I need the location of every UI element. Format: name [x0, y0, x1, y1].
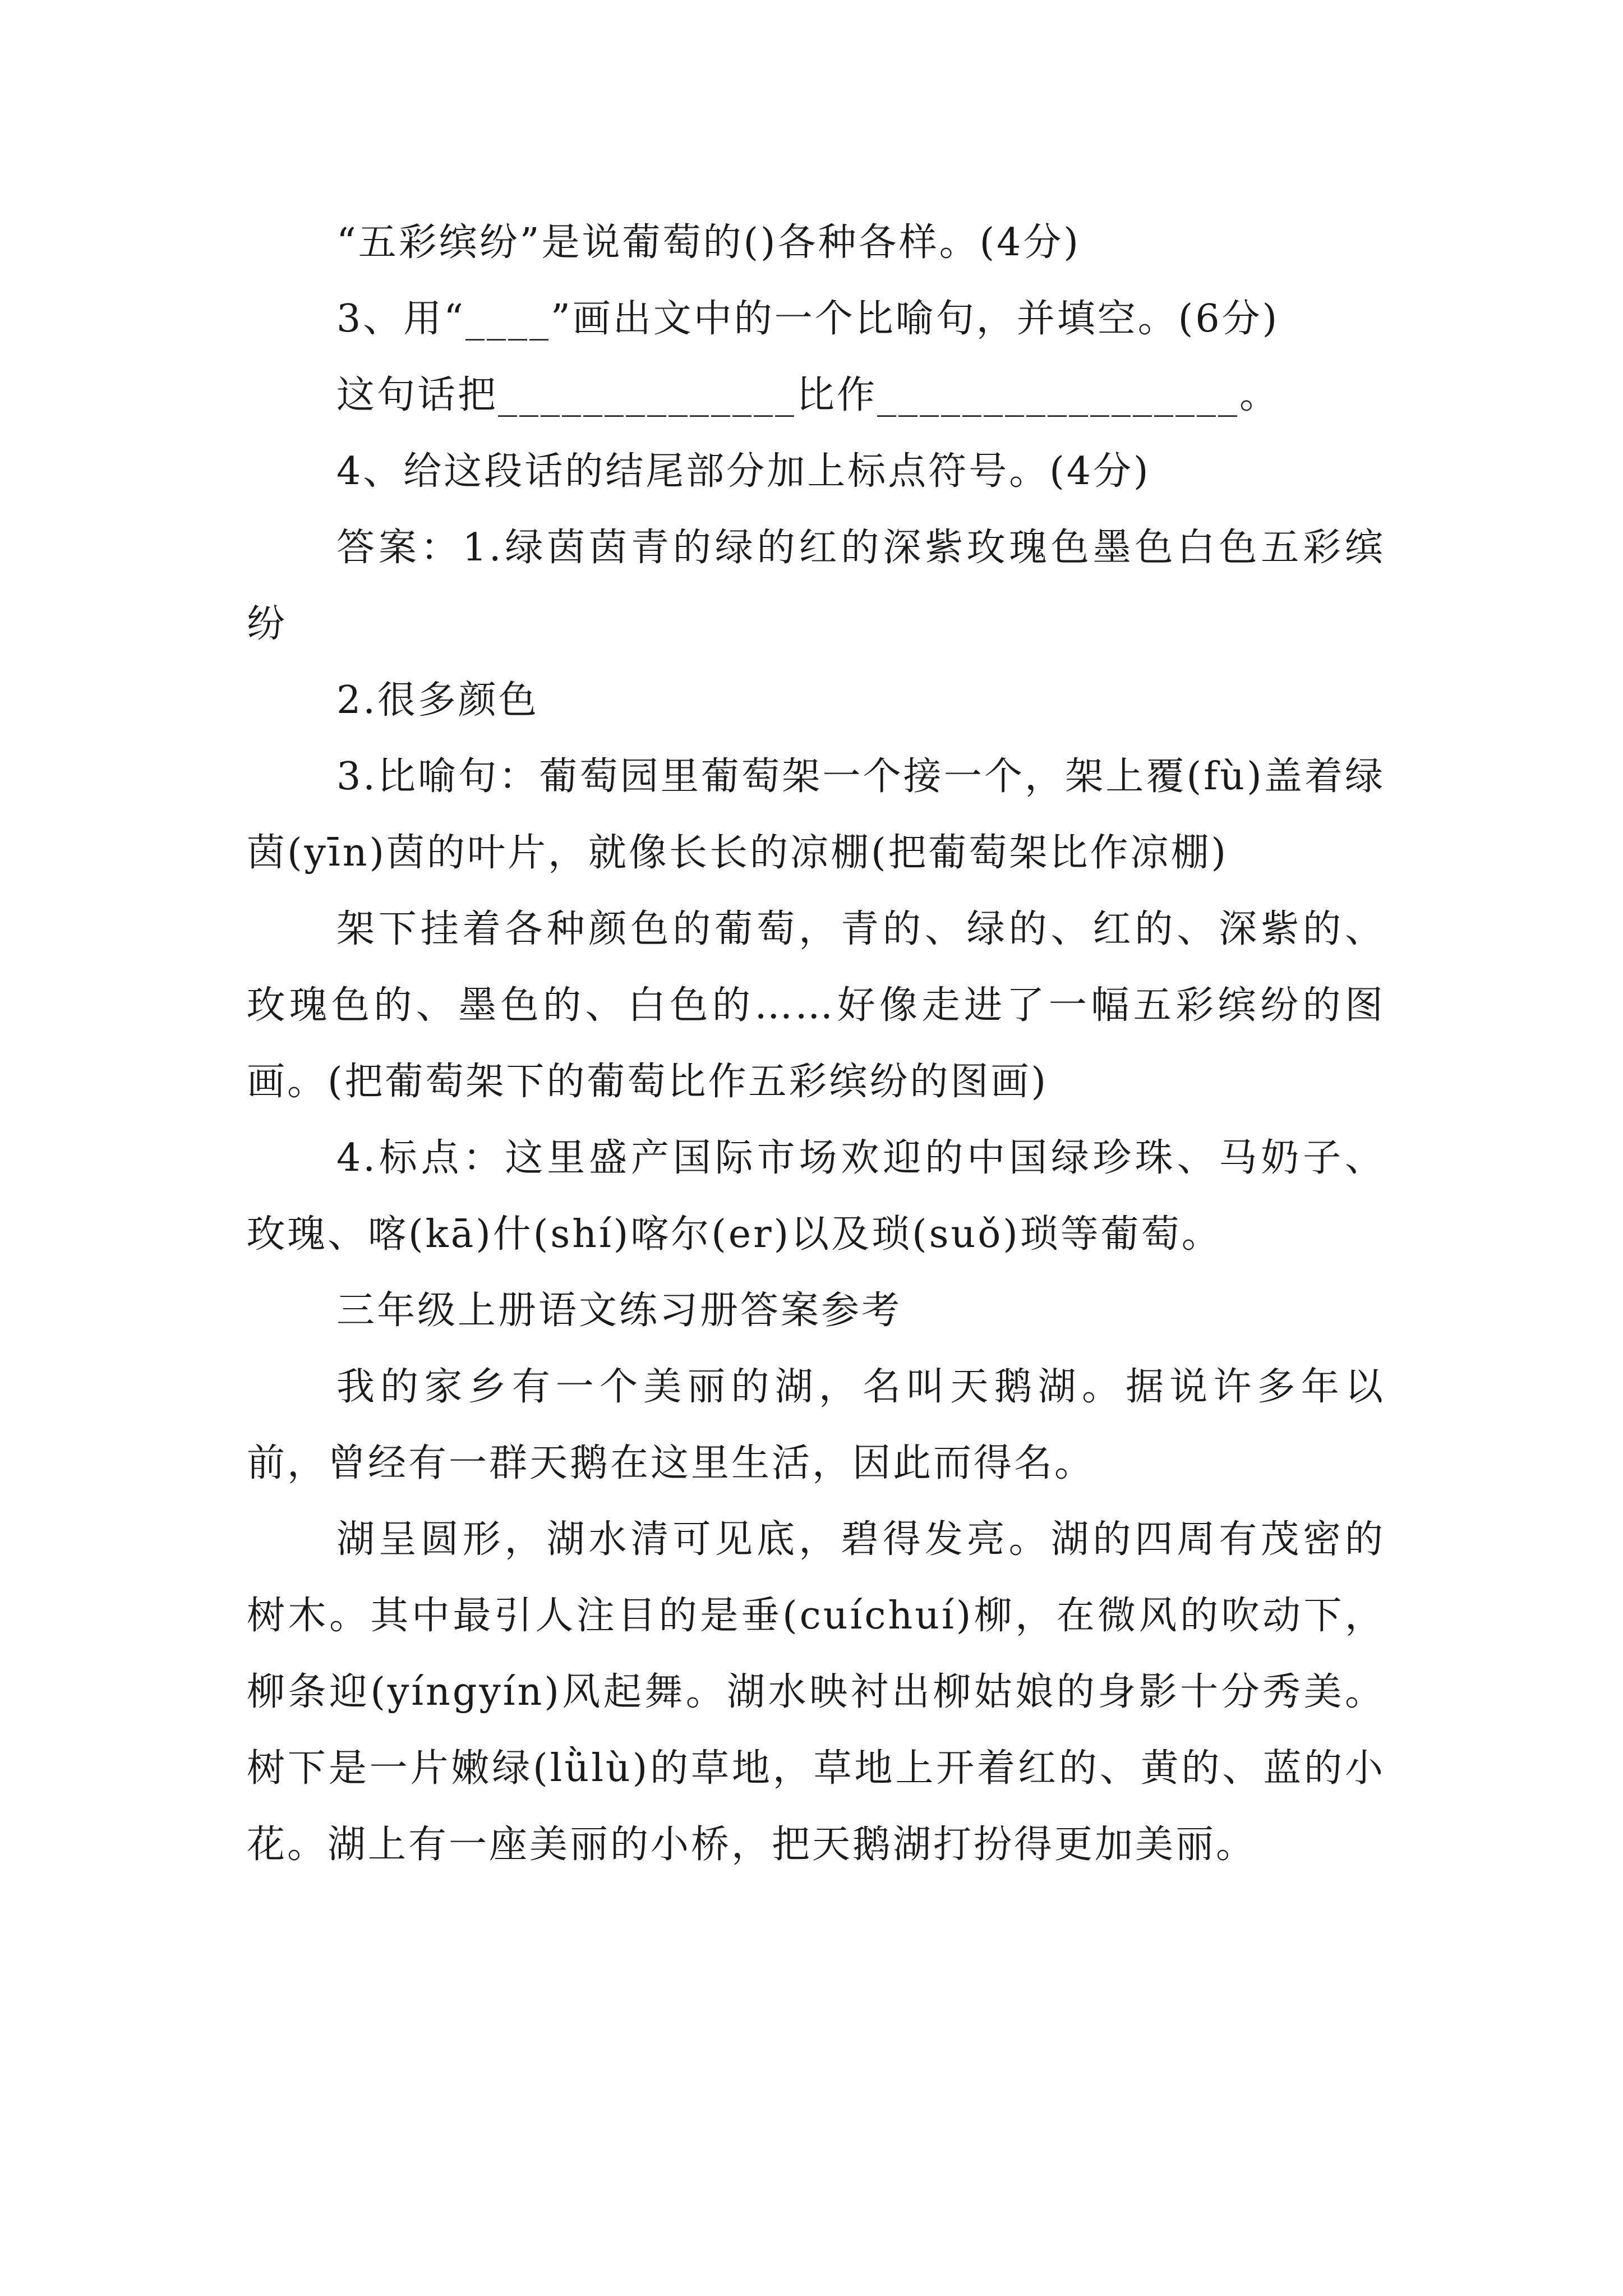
paragraph-fill-blank: 这句话把______________比作_________________。: [336, 373, 1280, 417]
paragraph-question-4: 4、给这段话的结尾部分加上标点符号。(4分): [336, 449, 1151, 494]
paragraph-passage-1: 我的家乡有一个美丽的湖，名叫天鹅湖。据说许多年以前，曾经有一群天鹅在这里生活，因此而得名。: [247, 1365, 1385, 1485]
paragraph-answer-1: 答案：1.绿茵茵青的绿的红的深紫玫瑰色墨色白色五彩缤纷: [247, 526, 1385, 646]
paragraph-question-3: 3、用“____”画出文中的一个比喻句，并填空。(6分): [336, 297, 1280, 341]
paragraph-answer-3: 3.比喻句：葡萄园里葡萄架一个接一个，架上覆(fù)盖着绿茵(yīn)茵的叶片，就像长长的凉棚(把葡萄架比作凉棚): [247, 754, 1385, 875]
document-body: [247, 205, 1385, 1883]
paragraph-passage-2: 湖呈圆形，湖水清可见底，碧得发亮。湖的四周有茂密的树木。其中最引人注目的是垂(cuíchuí)柳，在微风的吹动下，柳条迎(yíngyín)风起舞。湖水映衬出柳姑娘的身影十分秀美。树下是一片嫩绿(lǜlù)的草地，草地上开着红的、黄的、蓝的小花。湖上有一座美丽的小桥，把天鹅湖打扮得更加美丽。: [247, 1517, 1385, 1867]
paragraph-answer-4: 4.标点：这里盛产国际市场欢迎的中国绿珍珠、马奶子、玫瑰、喀(kā)什(shí)喀尔(er)以及琐(suǒ)琐等葡萄。: [247, 1136, 1385, 1257]
paragraph-meaning-question: “五彩缤纷”是说葡萄的()各种各样。(4分): [336, 220, 1081, 265]
paragraph-answer-3-cont: 架下挂着各种颜色的葡萄，青的、绿的、红的、深紫的、玫瑰色的、墨色的、白色的……好像走进了一幅五彩缤纷的图画。(把葡萄架下的葡萄比作五彩缤纷的图画): [247, 907, 1385, 1104]
section-heading: 三年级上册语文练习册答案参考: [336, 1289, 902, 1333]
paragraph-answer-2: 2.很多颜色: [336, 678, 539, 723]
